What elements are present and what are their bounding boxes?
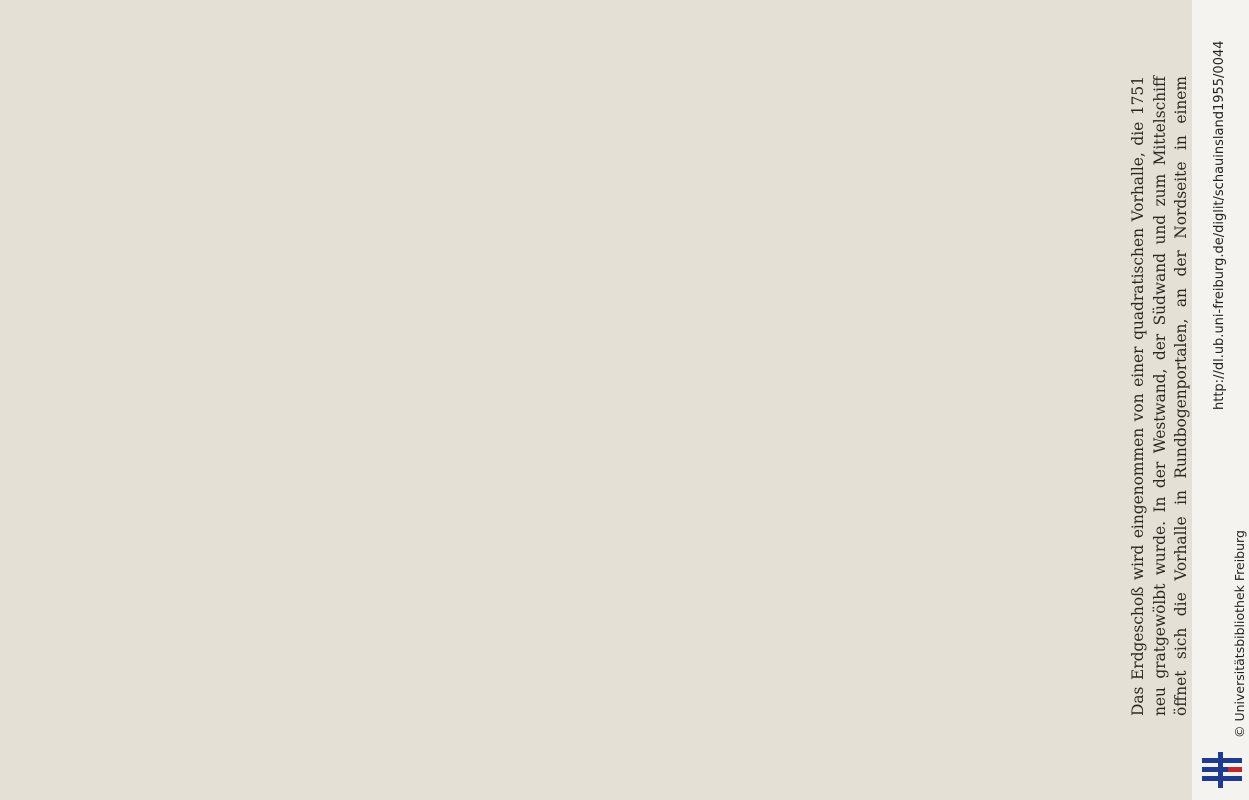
library-logo-icon bbox=[1200, 750, 1244, 790]
logo-accent bbox=[1228, 767, 1242, 772]
copyright-notice: © Universitätsbibliothek Freiburg bbox=[1232, 530, 1247, 738]
source-url[interactable]: http://dl.ub.uni-freiburg.de/diglit/schauinsland1955/0044 bbox=[1212, 40, 1227, 410]
rotated-content bbox=[1100, 0, 1192, 800]
logo-stem bbox=[1218, 752, 1223, 788]
body-text bbox=[1128, 76, 1192, 716]
paragraph-1: Das Erdgeschoß wird eingenommen von einer quadratischen Vorhalle, die 1751 neu gratgewölbt wurde. In der Westwand, der Südwand und zum Mittelschiff öffnet sich die Vorhalle in Rundbogenportalen, an der Nordseite in einem bbox=[1129, 76, 1191, 716]
